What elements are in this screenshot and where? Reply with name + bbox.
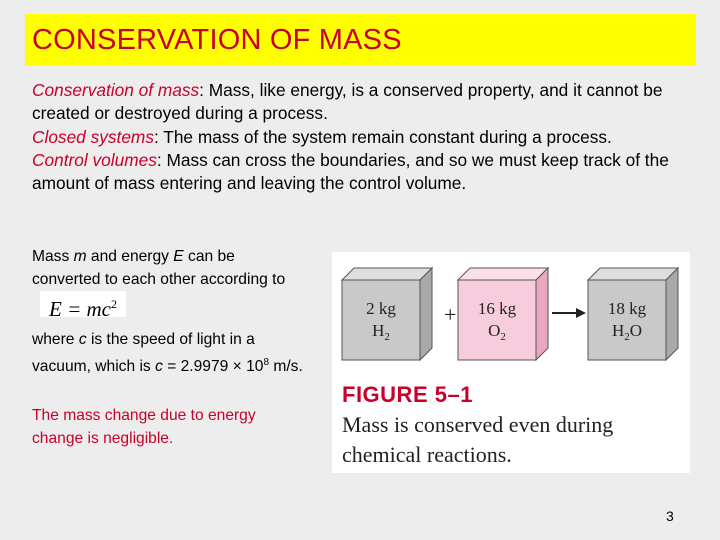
var-m: m bbox=[73, 248, 87, 265]
text-closed: : The mass of the system remain constant during a process. bbox=[153, 126, 612, 147]
page-number: 3 bbox=[666, 508, 674, 524]
cube-h2o bbox=[588, 268, 678, 360]
species: H bbox=[611, 321, 625, 340]
cube1-mass: 2 kg bbox=[366, 299, 396, 318]
text: = 2.9979 × 10 bbox=[162, 357, 264, 375]
species: O bbox=[488, 321, 501, 340]
text: is the speed of light in a vacuum, which is bbox=[32, 331, 255, 375]
term-conservation: Conservation of mass bbox=[32, 80, 200, 100]
subscript: 2 bbox=[500, 331, 506, 343]
cube3-mass: 18 kg bbox=[607, 299, 647, 318]
var-c: c bbox=[155, 357, 163, 375]
reaction-arrow bbox=[552, 308, 586, 318]
text: can be converted to each other according to bbox=[32, 248, 286, 288]
closed-paragraph bbox=[32, 126, 692, 149]
term-control: Control volumes bbox=[32, 149, 157, 170]
text: m/s. bbox=[269, 357, 303, 375]
cube-diagram bbox=[332, 252, 690, 377]
intro-text bbox=[32, 79, 692, 195]
text: where bbox=[32, 331, 79, 348]
subscript: 2 bbox=[384, 331, 390, 343]
slide-title: CONSERVATION OF MASS bbox=[32, 23, 402, 56]
control-paragraph bbox=[32, 149, 692, 196]
text: Mass bbox=[32, 248, 74, 265]
exponent: 8 bbox=[263, 356, 270, 368]
left-column bbox=[32, 246, 307, 450]
subscript: 2 bbox=[624, 331, 630, 343]
term-closed: Closed systems bbox=[32, 126, 154, 147]
figure-5-1 bbox=[332, 252, 690, 473]
text-conservation: : Mass, like energy, is a conserved property, and it cannot be created or destroyed during a process. bbox=[32, 80, 663, 124]
text-control: : Mass can cross the boundaries, and so we must keep track of the amount of mass entering and leaving the control volume. bbox=[32, 149, 669, 194]
formula-exponent: 2 bbox=[111, 297, 117, 311]
var-e: E bbox=[173, 248, 184, 265]
cube-o2 bbox=[458, 268, 548, 360]
cube-h2 bbox=[342, 268, 432, 360]
conservation-paragraph bbox=[32, 79, 692, 126]
cube2-mass: 16 kg bbox=[477, 299, 517, 318]
var-c: c bbox=[78, 331, 87, 348]
text: and energy bbox=[86, 248, 174, 265]
figure-caption: Mass is conserved even during chemical reactions. bbox=[342, 412, 614, 467]
plus-sign: + bbox=[444, 302, 457, 327]
speed-of-light-paragraph bbox=[32, 329, 307, 378]
title-bar bbox=[25, 14, 696, 66]
formula-text: E = mc bbox=[49, 297, 111, 321]
figure-label: FIGURE 5–1 bbox=[342, 382, 473, 407]
mass-energy-paragraph bbox=[32, 246, 307, 321]
formula-emc2 bbox=[40, 291, 126, 321]
negligible-note: The mass change due to energy change is negligible. bbox=[32, 407, 256, 447]
species: H bbox=[372, 321, 385, 340]
species-tail: O bbox=[629, 321, 643, 340]
